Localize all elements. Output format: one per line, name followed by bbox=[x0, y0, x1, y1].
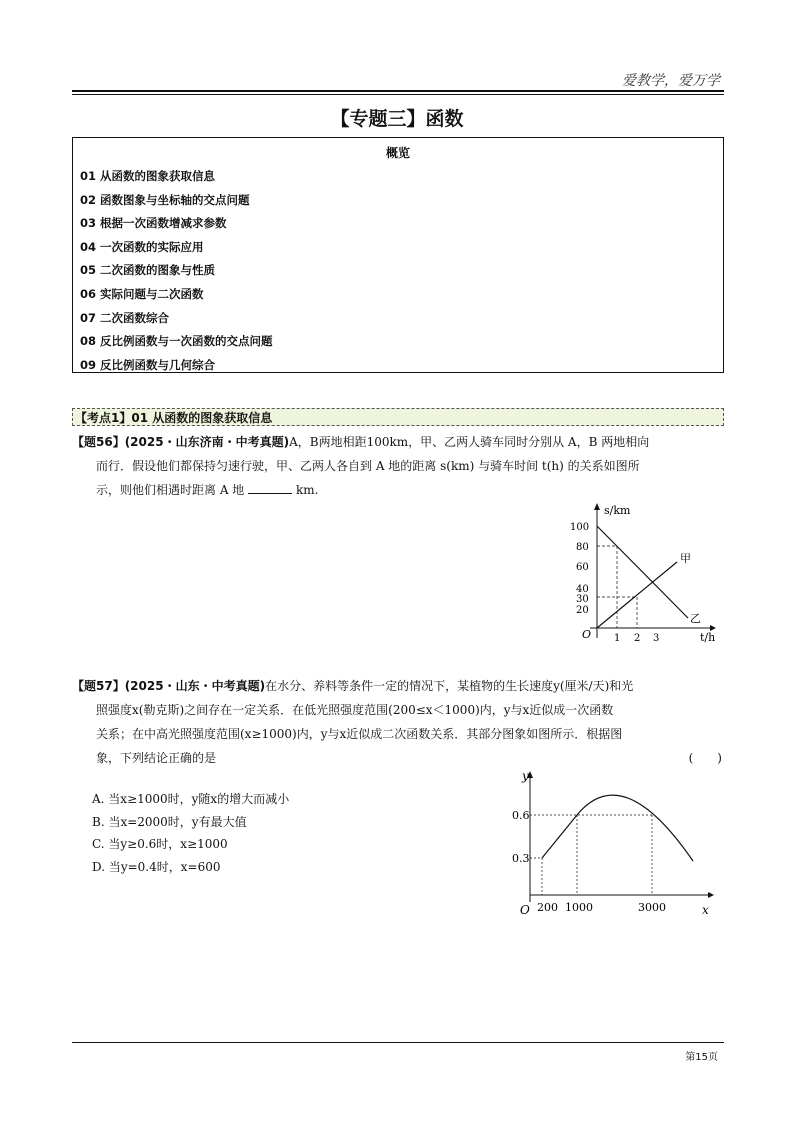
chart-56-ylabel: s/km bbox=[604, 504, 631, 517]
overview-item[interactable]: 09 反比例函数与几何综合 bbox=[80, 357, 216, 372]
header-motto: 爱教学，爱万学 bbox=[622, 73, 720, 89]
x-tick-label: 3000 bbox=[638, 901, 666, 914]
option-b[interactable]: B. 当x=2000时，y有最大值 bbox=[92, 814, 247, 829]
chart-56-origin: O bbox=[582, 628, 592, 641]
problem-56-label: 【题56】(2025・山东济南・中考真题) bbox=[72, 435, 290, 449]
x-tick-label: 200 bbox=[537, 901, 558, 914]
problem-56-line2: 而行．假设他们都保持匀速行驶，甲、乙两人各自到 A 地的距离 s(km) 与骑车时间 t(h) 的关系如图所 bbox=[96, 459, 640, 473]
problem-56-unit: km. bbox=[295, 483, 319, 497]
x-tick-label: 1 bbox=[614, 633, 621, 644]
answer-bracket[interactable]: ( ) bbox=[688, 751, 722, 765]
overview-item[interactable]: 02 函数图象与坐标轴的交点问题 bbox=[80, 192, 250, 207]
chart-57-xlabel: x bbox=[702, 903, 709, 917]
problem-57-line3: 关系；在中高光照强度范围(x≥1000)内，y与x近似成二次函数关系．其部分图象如图所示．根据图 bbox=[96, 727, 623, 741]
option-d[interactable]: D. 当y=0.4时，x=600 bbox=[92, 859, 221, 874]
page-title: 【专题三】函数 bbox=[330, 108, 464, 130]
chart-57-ylabel: y bbox=[522, 769, 529, 783]
overview-list bbox=[80, 165, 723, 377]
y-tick-label: 0.6 bbox=[512, 809, 530, 822]
series-yi-line bbox=[597, 526, 688, 618]
overview-item[interactable]: 03 根据一次函数增减求参数 bbox=[80, 216, 227, 231]
x-tick-label: 1000 bbox=[565, 901, 593, 914]
problem-57 bbox=[72, 674, 726, 770]
problem-57-label: 【题57】(2025・山东・中考真题) bbox=[72, 679, 266, 693]
answer-blank[interactable] bbox=[248, 481, 292, 494]
option-c[interactable]: C. 当y≥0.6时，x≥1000 bbox=[92, 837, 228, 851]
footer-rule bbox=[72, 1042, 724, 1043]
y-tick-label: 100 bbox=[570, 522, 590, 533]
y-tick-label: 20 bbox=[576, 605, 589, 616]
overview-item[interactable]: 05 二次函数的图象与性质 bbox=[80, 263, 216, 278]
chart-57-x-arrow bbox=[708, 892, 714, 898]
linear-segment bbox=[542, 815, 577, 858]
problem-56 bbox=[72, 430, 726, 502]
overview-item[interactable]: 08 反比例函数与一次函数的交点问题 bbox=[80, 334, 273, 349]
x-tick-label: 3 bbox=[653, 633, 660, 644]
problem-57-line1: 在水分、养料等条件一定的情况下，某植物的生长速度y(厘米/天)和光 bbox=[265, 679, 634, 693]
chart-57 bbox=[510, 768, 725, 920]
problem-57-line4: 象，下列结论正确的是 bbox=[96, 751, 217, 765]
y-tick-label: 80 bbox=[576, 542, 589, 553]
parabola-curve bbox=[577, 795, 693, 861]
overview-item[interactable]: 07 二次函数综合 bbox=[80, 310, 170, 325]
overview-item[interactable]: 04 一次函数的实际应用 bbox=[80, 239, 204, 254]
x-tick-label: 2 bbox=[634, 633, 641, 644]
series-jia-label: 甲 bbox=[680, 552, 691, 565]
chart-56-y-arrow bbox=[594, 503, 600, 510]
page-number: 第15页 bbox=[685, 1052, 718, 1063]
chart-57-origin: O bbox=[520, 903, 530, 917]
y-tick-label: 40 bbox=[576, 584, 589, 595]
problem-56-line3: 示，则他们相遇时距离 A 地 bbox=[96, 483, 245, 497]
problem-57-line2: 照强度x(勒克斯)之间存在一定关系．在低光照强度范围(200≤x＜1000)内，y与x近似成一次函数 bbox=[96, 703, 614, 717]
overview-box bbox=[72, 137, 724, 373]
option-a[interactable]: A. 当x≥1000时，y随x的增大而减小 bbox=[92, 792, 290, 806]
y-tick-label: 60 bbox=[576, 562, 589, 573]
y-tick-label: 30 bbox=[576, 594, 589, 605]
chart-56-xlabel: t/h bbox=[700, 631, 716, 644]
chart-56 bbox=[560, 500, 720, 648]
section-title: 【考点1】01 从函数的图象获取信息 bbox=[72, 408, 724, 426]
y-tick-label: 0.3 bbox=[512, 852, 530, 865]
overview-item[interactable]: 06 实际问题与二次函数 bbox=[80, 286, 204, 301]
header-rule bbox=[72, 90, 724, 95]
overview-item[interactable]: 01 从函数的图象获取信息 bbox=[80, 169, 216, 183]
overview-heading: 概览 bbox=[385, 146, 410, 160]
series-yi-label: 乙 bbox=[690, 612, 701, 625]
options-57 bbox=[92, 788, 289, 878]
problem-56-line1: A，B两地相距100km，甲、乙两人骑车同时分别从 A，B 两地相向 bbox=[289, 435, 650, 449]
